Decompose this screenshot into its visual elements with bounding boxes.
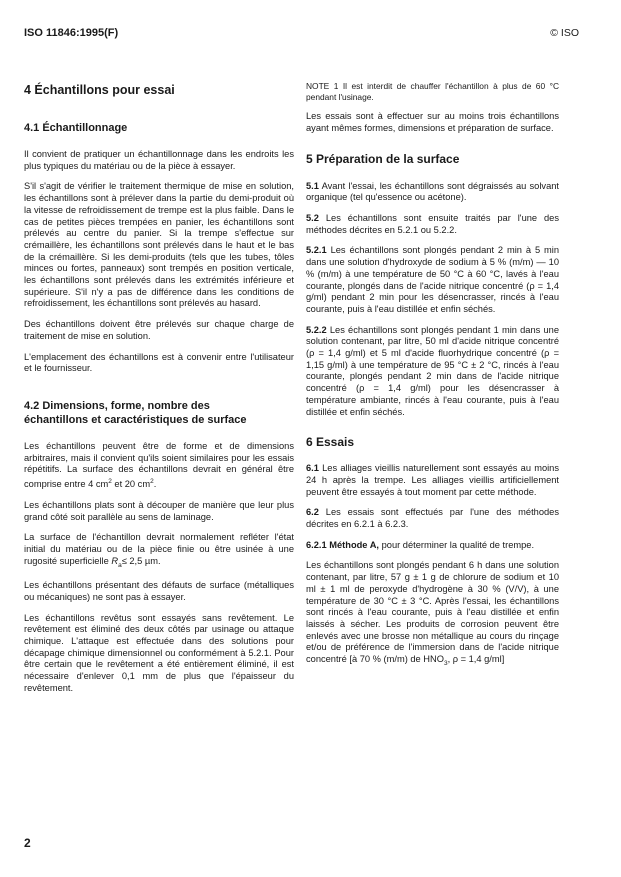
clause-6-2-1: 6.2.1 Méthode A, pour déterminer la qualité de trempe. — [306, 539, 535, 550]
section-6-title: 6 Essais — [306, 435, 355, 450]
clause-5-2: 5.2 Les échantillons sont ensuite traités par l'une des méthodes décrites en 5.2.1 ou 5.2.2. — [306, 213, 559, 235]
paragraph: Les échantillons sont plongés pendant 6 h dans une solution contenant, par litre, 57 g ± 1 g de chlorure de sodium et 10 ml ± 1 ml de peroxyde d'hydrogène à 30 % (V/V), à une température de 30 °C ± 3 °C. Après l'essai, les échantillons sont rincés à l'eau courante, puis à l'eau distillée et enfin laissés à sécher. Les produits de corrosion peuvent être enlevés avec une brosse non métallique au cours du rinçage et/ou de préférence de l'immersion dans de l'acide nitrique concentré [à 70 % (m/m) de $HNO_3$, ρ = 1,4 g/ml] — [306, 560, 559, 667]
clause-5-2-2: 5.2.2 Les échantillons sont plongés pendant 1 min dans une solution contenant, par litre, 50 ml d'acide nitrique concentré (ρ = 1,4 g/ml) et 5 ml d'acide fluorhydrique concentré (ρ = 1,15 g/ml) à une température de 95 °C ± 2 °C, rincés à l'eau courante, plongés pendant 2 min dans de l'acide nitrique concentré (ρ = 1,4 g/ml) pour les désencrasser à température ambiante, rincés à l'eau courante, puis à l'eau distillée et enfin séchés. — [306, 324, 559, 417]
right-column — [306, 81, 559, 670]
section-4-2-title-line-2: échantillons et caractéristiques de surface — [24, 413, 247, 426]
paragraph: Les essais sont à effectuer sur au moins trois échantillons ayant mêmes formes, dimensions et préparation de surface. — [306, 111, 559, 133]
clause-6-2: 6.2 Les essais sont effectués par l'une des méthodes décrites en 6.2.1 à 6.2.3. — [306, 507, 559, 530]
section-4-title: 4 Échantillons pour essai — [24, 83, 175, 97]
paragraph: L'emplacement des échantillons est à convenir entre l'utilisateur et le fournisseur. — [24, 351, 294, 374]
section-4-2-title-line-1: 4.2 Dimensions, forme, nombre des — [24, 399, 210, 412]
document-reference: ISO 11846:1995(F) — [24, 27, 119, 39]
paragraph: Les échantillons présentant des défauts de surface (métalliques ou mécaniques) ne sont pas à essayer. — [24, 580, 294, 602]
section-5-title: 5 Préparation de la surface — [306, 151, 460, 166]
paragraph: Les échantillons peuvent être de forme et de dimensions arbitraires, mais il convient qu'ils soient similaires pour les essais répétitifs. La surface des échantillons devrait en général être comprise entre 4 $cm^2$ et 20 $cm^2$. — [24, 440, 294, 490]
paragraph: S'il s'agit de vérifier le traitement thermique de mise en solution, les échantillons sont à prélever dans la partie du demi-produit où la vitesse de refroidissement de trempe est la plus faible. Dans le cas de petites pièces trempées en panier, les échantillons sont prélevés au centre du panier. Si la trempe s'effectue sur crémaillère, les échantillons sont prélevés dans le haut et le bas de la crémaillère. Si les demi-produits (tels que les tubes, tôles minces ou fortes, panneaux) sont trempés en position verticale, les échantillons sont prélevés dans les extrémités inférieure et supérieure. S'il n'y a pas de différence dans les conditions de refroidissement, les échantillons sont prélevés au hasard. — [24, 181, 294, 309]
note-1: NOTE 1 Il est interdit de chauffer l'échantillon à plus de 60 °C pendant l'usinage. — [306, 81, 559, 102]
left-column — [24, 83, 294, 695]
clause-6-1: 6.1 Les alliages vieillis naturellement sont essayés au moins 24 h après la trempe. Les alliages vieillis artificiellement peuvent être essayés à tout moment par cette méthode. — [306, 463, 559, 497]
clause-5-2-1: 5.2.1 Les échantillons sont plongés pendant 2 min à 5 min dans une solution d'hydroxyde de sodium à 5 % (m/m) — 10 % (m/m) à une température de 50 °C à 60 °C, lavés à l'eau courante, plongés dans de l'acide nitrique concentré (ρ = 1,4 g/ml) pendant 2 min pour les désencrasser, rincés à l'eau courante, puis à l'eau distillée et enfin séchés. — [306, 245, 559, 314]
paragraph: Les échantillons plats sont à découper de manière que leur plus grand côté soit parallèle au sens de laminage. — [24, 499, 294, 522]
clause-5-1: 5.1 Avant l'essai, les échantillons sont dégraissés au solvant organique (tel qu'essence ou acétone). — [306, 180, 559, 203]
paragraph: Il convient de pratiquer un échantillonnage dans les endroits les plus typiques du matériau ou de la pièce à essayer. — [24, 149, 294, 171]
paragraph: La surface de l'échantillon devrait normalement refléter l'état initial du matériau ou de la pièce finie ou être usinée à une rugosité superficielle $R_a\le 2,5$ µm. — [24, 532, 294, 569]
page-number: 2 — [24, 836, 31, 850]
section-4-1-title: 4.1 Échantillonnage — [24, 122, 128, 134]
paragraph: Les échantillons revêtus sont essayés sans revêtement. Le revêtement est éliminé des deux côtés par usinage ou attaque chimique. L'attaque est effectuée dans des solutions pour décapage chimique dimensionnel ou conformément à 5.2.1. Pour être certain que le revêtement a été entièrement éliminé, il est nécessaire d'enlever 0,1 mm de plus que l'épaisseur du revêtement. — [24, 612, 294, 693]
paragraph: Des échantillons doivent être prélevés sur chaque charge de traitement de mise en solution. — [24, 319, 294, 341]
copyright-mark: © ISO — [550, 27, 579, 39]
